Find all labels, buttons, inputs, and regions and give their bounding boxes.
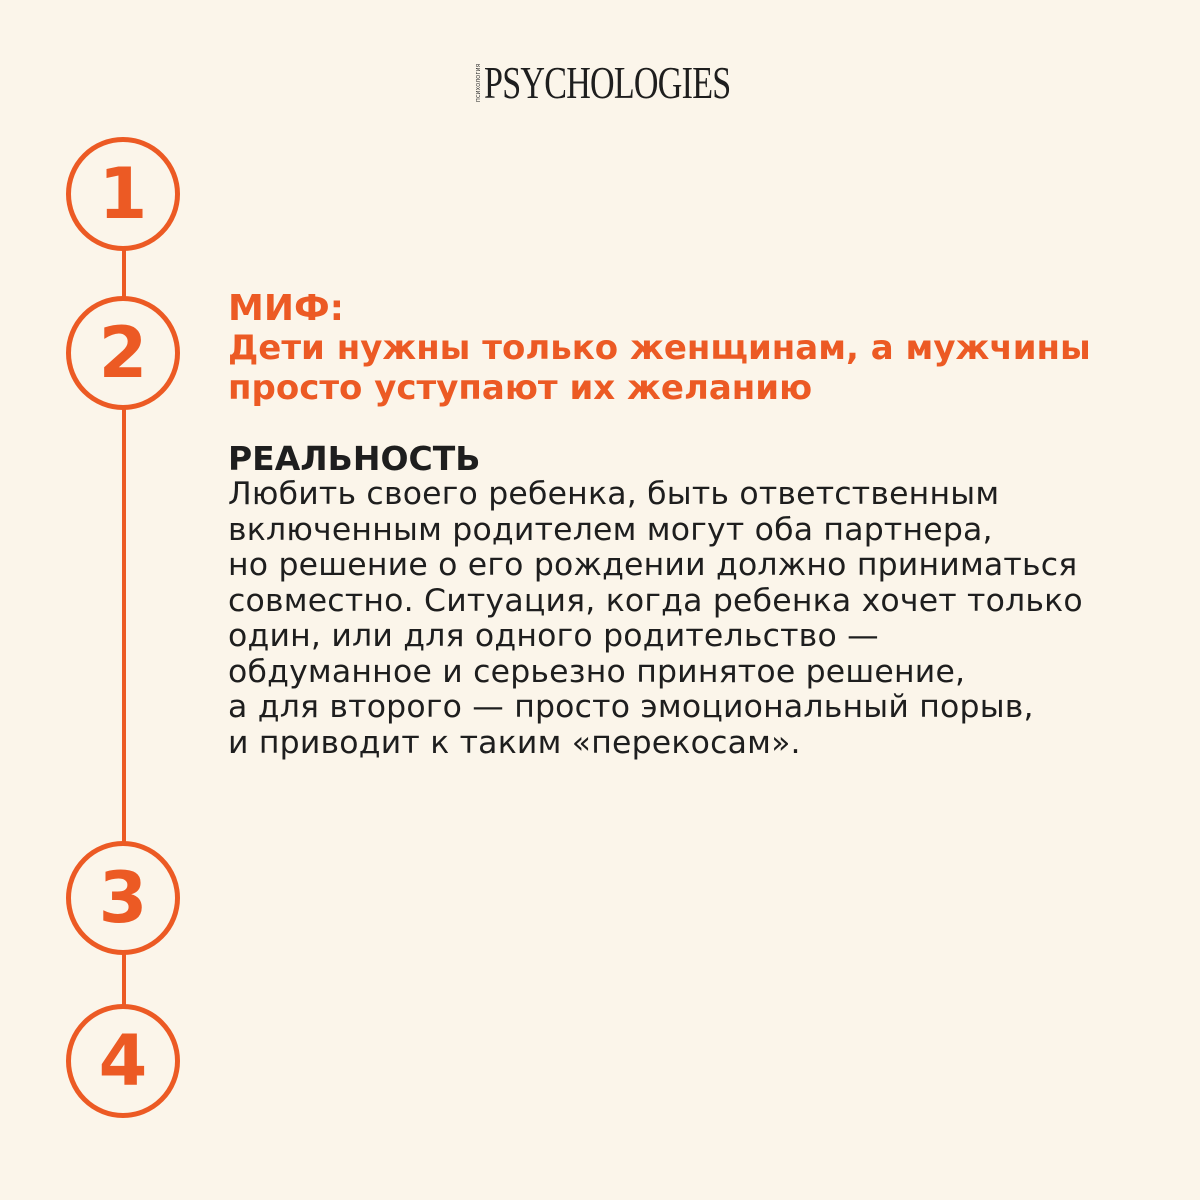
reality-line: Любить своего ребенка, быть ответственным (228, 476, 1000, 512)
step-circle-3 (66, 841, 180, 955)
step-circle-1 (66, 137, 180, 251)
main-content (228, 290, 1168, 761)
step-circle-2 (66, 296, 180, 410)
step-number: 1 (98, 153, 148, 235)
reality-line: но решение о его рождении должно приниматься (228, 547, 1078, 583)
reality-text (228, 477, 1168, 761)
logo-subtitle: ПСИХОЛОГИЯ (476, 63, 482, 103)
reality-line: и приводит к таким «перекосам». (228, 724, 801, 761)
logo-wordmark: PSYCHOLOGIES (484, 57, 731, 108)
step-number: 2 (98, 312, 148, 394)
step-number: 4 (98, 1020, 148, 1102)
myth-text: Дети нужны только женщинам, а мужчины просто уступают их желанию (228, 328, 1091, 408)
step-number: 3 (98, 857, 148, 939)
reality-label: РЕАЛЬНОСТЬ (228, 439, 481, 478)
reality-line: а для второго — просто эмоциональный порыв, (228, 689, 1034, 725)
reality-line: включенным родителем могут оба партнера, (228, 511, 993, 548)
reality-line: один, или для одного родительство — (228, 618, 879, 654)
step-circle-4 (66, 1004, 180, 1118)
myth-label: МИФ: (228, 288, 345, 329)
step-timeline (0, 0, 250, 1200)
reality-line: совместно. Ситуация, когда ребенка хочет только (228, 582, 1083, 619)
reality-line: обдуманное и серьезно принятое решение, (228, 653, 966, 690)
